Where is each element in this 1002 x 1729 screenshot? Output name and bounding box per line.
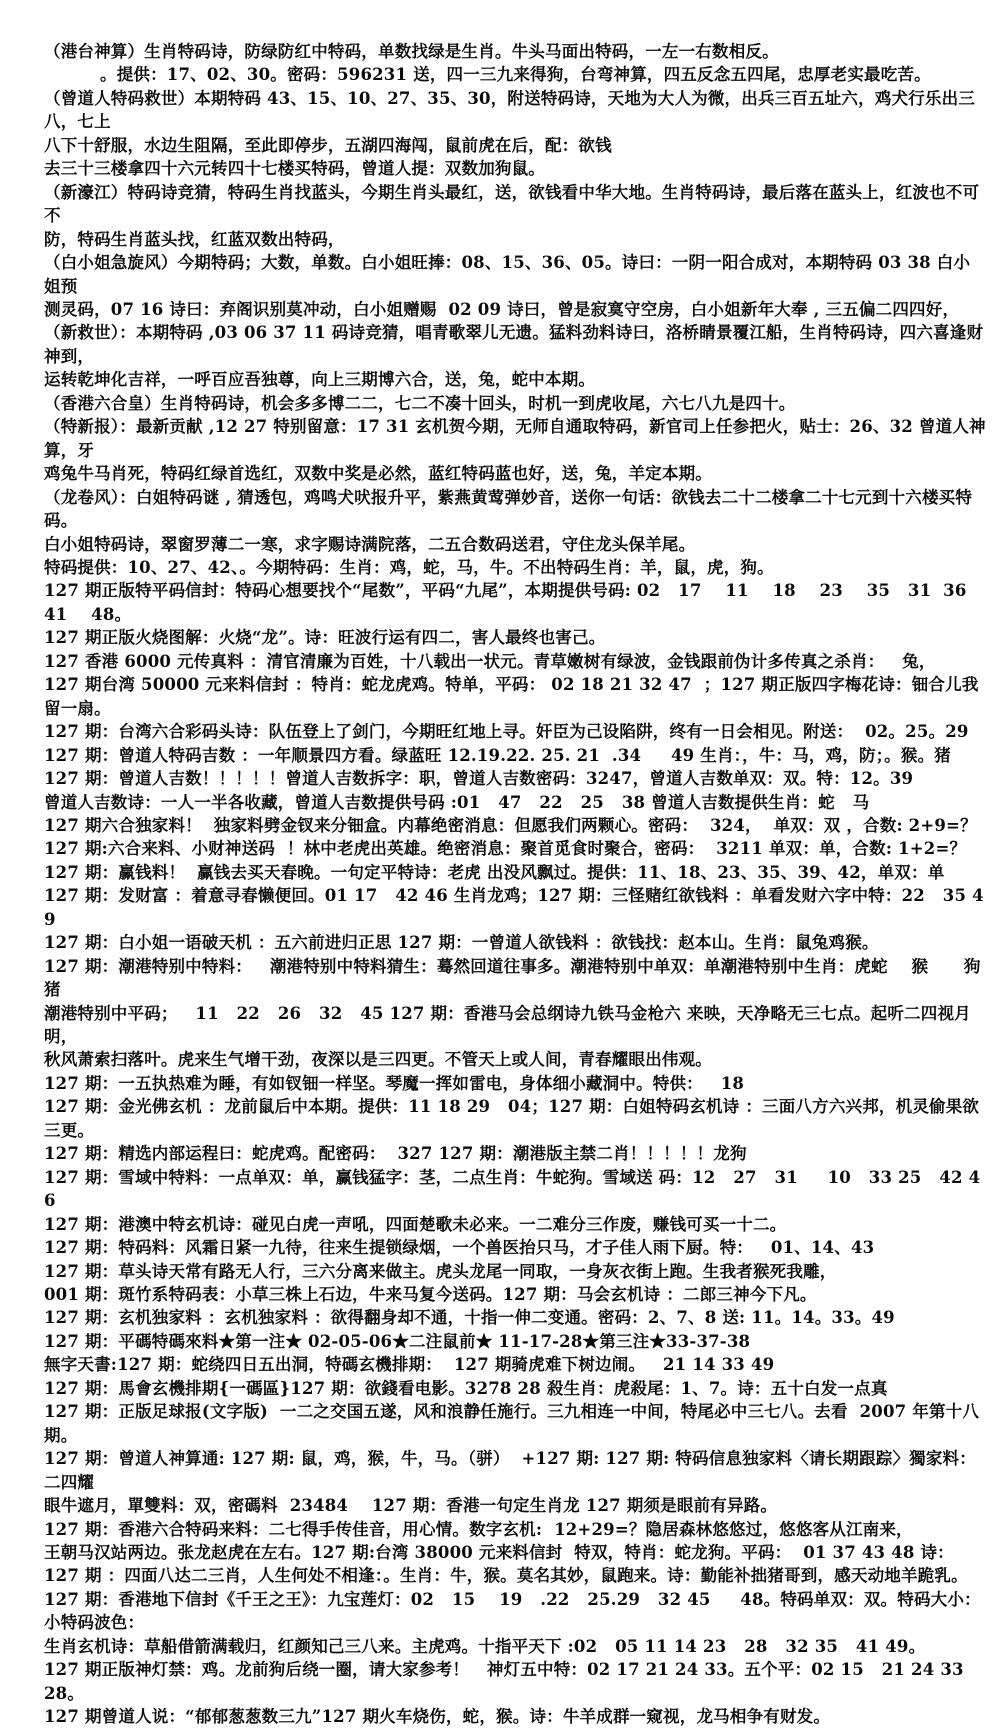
text-line: （香港六合皇）生肖特码诗，机会多多博二二，七二不凑十回头，时机一到虎收尾，六七八九是四十。 (44, 393, 796, 413)
text-line: 127 期:六合来料、小财神送码 ！林中老虎出英雄。绝密消息：聚首觅食时聚合，密码： 3211 单双：单，合数: 1+2=？ (44, 839, 967, 859)
text-line: 王朝马汉站两边。张龙赵虎在左右。127 期:台湾 38000 元来料信封 特双，特肖：蛇龙狗。平码： 01 37 43 48 诗： (44, 1543, 954, 1562)
text-line: 鸡兔牛马肖死，特码红绿首选红，双数中奖是必然，蓝红特码蓝也好，送，兔，羊定本期。 (44, 464, 712, 484)
text-line: （特新报）：最新贡献 ,12 27 特别留意：17 31 玄机贺今期，无师自通取特码，新官司上任参把火，贴士：26、32 曾道人神算，牙 (44, 417, 986, 460)
text-line: 127 期：雪域中特料：一点单双：单，赢钱猛字：茎，二点生肖：牛蛇狗。雪域送 码：12 27 31 10 33 25 42 46 (44, 1167, 981, 1211)
text-line: 127 期：平碼特碼來料★第一注★ 02-05-06★二注鼠前★ 11-17-28★第三注★33-37-38 (44, 1331, 751, 1351)
text-line: 去三十三楼拿四十六元转四十七楼买特码，曾道人提：双数加狗鼠。 (44, 159, 545, 179)
text-line: 生肖玄机诗：草船借箭满载归，红颜知己三八来。主虎鸡。十指平天下 :02 05 11 14 23 28 32 35 41 49。 (44, 1636, 926, 1656)
text-line: 127 期台湾 50000 元来料信封 ：特肖：蛇龙虎鸡。特单，平码： 02 18 21 32 47 ；127 期正版四字梅花诗：钿合儿我留一扇。 (44, 675, 979, 718)
text-line: 127 期正版火烧图解：火烧“龙”。诗：旺波行运有四二，害人最终也害己。 (44, 628, 606, 648)
text-line: 127 期：正版足球报(文字版) 一二之交国五遂，风和浪静任施行。三九相连一中间，特尾必中三七八。去看 2007 年第十八期。 (44, 1402, 980, 1445)
text-line: 127 期：精选内部运程曰：蛇虎鸡。配密码： 327 127 期：潮港版主禁二肖！！！！！龙狗 (44, 1144, 747, 1164)
text-line: 秋风萧索扫落叶。虎来生气增干劲，夜深以是三四更。不管天上或人间，青春耀眼出伟观。 (44, 1050, 712, 1070)
text-line: 127 期：潮港特别中特料： 潮港特别中特料猜生：蓦然回道往事多。潮港特别中单双：单潮港特别中生肖：虎蛇 猴 狗猪 (44, 956, 981, 1000)
text-line: 测灵码，07 16 诗曰：弃阁识别莫冲动，白小姐赠赐 02 09 诗曰，曾是寂寞守空房，白小姐新年大奉 , 三五偏二四四好， (44, 299, 960, 319)
text-line: （龙卷风）：白姐特码谜 , 猜透包，鸡鸣犬吠报升平，紫燕黄莺弹妙音，送你一句话：欲钱去二十二楼拿二十七元到十六楼买特码。 (44, 487, 973, 531)
text-line: 127 期：曾道人吉数！！！！！曾道人吉数拆字：职，曾道人吉数密码：3247，曾道人吉数单双：双。特：12。39 (44, 769, 914, 789)
text-line: 127 期：香港地下信封《千王之王》：九宝莲灯：02 15 19 .22 25.29 32 45 48。特码单双：双。特码大小：小特码波色： (44, 1589, 981, 1633)
text-line: 001 期：斑竹系特码表：小草三株上石边，牛来马复今送码。127 期：马会玄机诗 ：二郎三神今下凡。 (44, 1285, 817, 1305)
text-line: 127 香港 6000 元传真料 ：清官清廉为百姓，十八载出一状元。青草嫩树有绿波，金钱跟前伪计多传真之杀肖： 兔， (44, 651, 936, 671)
text-line: 127 期：台湾六合彩码头诗：队伍登上了剑门，今期旺红地上寻。奸臣为己设陷阱，终有一日会相见。附送： 02。25。29 (44, 722, 969, 742)
text-line: 127 期：玄机独家料 ：玄机独家料 ：欲得翻身却不通，十指一伸二变通。密码：2、7、8 送: 11。14。33。49 (44, 1308, 895, 1328)
text-line: 127 期：一五执热难为睡，有如钗钿一样坚。琴魔一挥如雷电，身体细小藏洞中。特供： 18 (44, 1073, 745, 1093)
text-line: 曾道人吉数诗：一人一半各收藏，曾道人吉数提供号码 :01 47 22 25 38 曾道人吉数提供生肖：蛇 马 (44, 792, 870, 812)
text-line: （新救世）：本期特码 ,03 06 37 11 码诗竞猜，唱青歌翠儿无遗。猛料劲料诗曰，洛桥睛景覆江船，生肖特码诗，四六喜逢财神到， (44, 323, 984, 366)
text-line: 眼牛遮月，單雙料：双，密碼料 23484 127 期：香港一句定生肖龙 127 期须是眼前有异路。 (44, 1496, 778, 1516)
text-line: 127 期：馬會玄機排期{一碼區}127 期：欲錢看电影。3278 28 殺生肖：虎殺尾：1、7。诗：五十白发一点真 (44, 1378, 888, 1398)
text-lines (44, 40, 986, 1729)
text-line: 127 期：特码料：风霜日紧一九待，往来生提锁绿烟，一个兽医抬只马，才子佳人雨下厨。特： 01、14、43 (44, 1238, 875, 1258)
text-line: 潮港特别中平码； 11 22 26 32 45 127 期：香港马会总纲诗九铁马金枪六 来映，天净略无三七点。起听二四视月明， (44, 1003, 971, 1047)
text-line: 127 期：草头诗天常有路无人行，三六分离来做主。虎头龙尾一同取，一身灰衣街上跑。生我者猴死我雕， (44, 1261, 837, 1281)
text-line: 127 期六合独家料！ 独家料劈金钗来分钿盒。内幕绝密消息：但愿我们两颗心。密码： 324， 单双：双 ，合数: 2+9=？ (44, 815, 977, 835)
text-line: 白小姐特码诗，翠窗罗薄二一寒，求字赐诗满院落，二五合数码送君，守住龙头保羊尾。 (44, 534, 696, 554)
text-line: 127 期：香港六合特码来料：二七得手传佳音，用心情。数字玄机: 12+29=？隐居森林悠悠过，悠悠客从江南来， (44, 1519, 913, 1539)
text-line: 。提供：17、02、30。密码：596231 送，四一三九来得狗，台弯神算，四五反念五四尾，忠厚老实最吃苦。 (100, 65, 931, 85)
text-line: 127 期 ：四面八达二三肖，人生何处不相逢：。生肖：牛，猴。莫名其妙，鼠跑来。诗：勤能补拙猪哥到，感天动地羊跪乳。 (44, 1566, 968, 1586)
text-line: 防，特码生肖蓝头找，红蓝双数出特码， (44, 229, 345, 249)
text-line: 127 期：赢钱料！ 赢钱去买天春晚。一句定平特诗：老虎 出没风飘过。提供：11、18、23、35、39、42，单双：单 (44, 862, 945, 882)
text-line: 127 期正版神灯禁：鸡。龙前狗后绕一圈，请大家参考！ 神灯五中特：02 17 21 24 33。五个平：02 15 21 24 33 28。 (44, 1660, 982, 1703)
text-line: 127 期：白小姐一语破天机 ：五六前进归正思 127 期：一曾道人欲钱料 ：欲钱找：赵本山。生肖：鼠兔鸡猴。 (44, 933, 879, 953)
text-line: （白小姐急旋风）今期特码；大数，单数。白小姐旺捧：08、15、36、05。诗曰：一阴一阳合成对，本期特码 03 38 白小姐预 (44, 253, 971, 296)
text-line: 無字天書:127 期：蛇绕四日五出洞，特碼玄機排期： 127 期骑虎难下树边闹。 21 14 33 49 (44, 1355, 775, 1375)
text-line: 运转乾坤化吉祥，一呼百应吾独尊，向上三期博六合，送，兔，蛇中本期。 (44, 370, 596, 390)
text-line: 127 期：曾道人特码吉数 ：一年顺景四方看。绿蓝旺 12.19.22. 25. 21 .34 49 生肖：，牛：马，鸡，防；。猴。猪 (44, 745, 951, 765)
text-line: （曾道人特码救世）本期特码 43、15、10、27、35、30，附送特码诗，天地为大人为微，出兵三百五址六，鸡犬行乐出三八，七上 (44, 88, 976, 132)
text-line: 特码提供：10、27、42、。今期特码：生肖：鸡，蛇，马，牛。不出特码生肖：羊，鼠，虎，狗。 (44, 557, 774, 577)
text-line: 127 期曾道人说：“郁郁葱葱数三九”127 期火车烧伤，蛇，猴。诗：牛羊成群一窥视，龙马相争有财发。 (44, 1707, 831, 1727)
text-line: （港台神算）生肖特码诗，防绿防红中特码，单数找绿是生肖。牛头马面出特码，一左一右数相反。 (44, 42, 779, 61)
text-line: 八下十舒服，水边生阻隔，至此即停步，五湖四海闯，鼠前虎在后，配：欲钱 (44, 135, 612, 155)
text-line: 127 期：港澳中特玄机诗：碰见白虎一声吼，四面楚歌未必来。一二难分三作废，赚钱可买一十二。 (44, 1214, 787, 1234)
text-line: 127 期：发财富 ：着意寻春懒便回。01 17 42 46 生肖龙鸡；127 期：三怪赌红欲钱料 ：单看发财六字中特：22 35 49 (44, 886, 984, 929)
text-line: 127 期：金光佛玄机 ：龙前鼠后中本期。提供：11 18 29 04；127 期：白姐特码玄机诗 ：三面八方六兴邦，机灵偷果欲三更。 (44, 1097, 980, 1140)
text-line: （新濠江）特码诗竞猜，特码生肖找蓝头，今期生肖头最红，送，欲钱看中华大地。生肖特码诗，最后落在蓝头上，红波也不可不 (44, 182, 980, 226)
text-line: 127 期：曾道人神算通: 127 期: 鼠，鸡，猴，牛，马。（骈） +127 期: 127 期: 特码信息独家料〈请长期跟踪〉獨家料：二四耀 (44, 1449, 976, 1492)
text-line: 127 期正版特平码信封：特码心想要找个“尾数”，平码“九尾”，本期提供号码: 02 17 11 18 23 35 31 36 41 48。 (44, 581, 979, 624)
